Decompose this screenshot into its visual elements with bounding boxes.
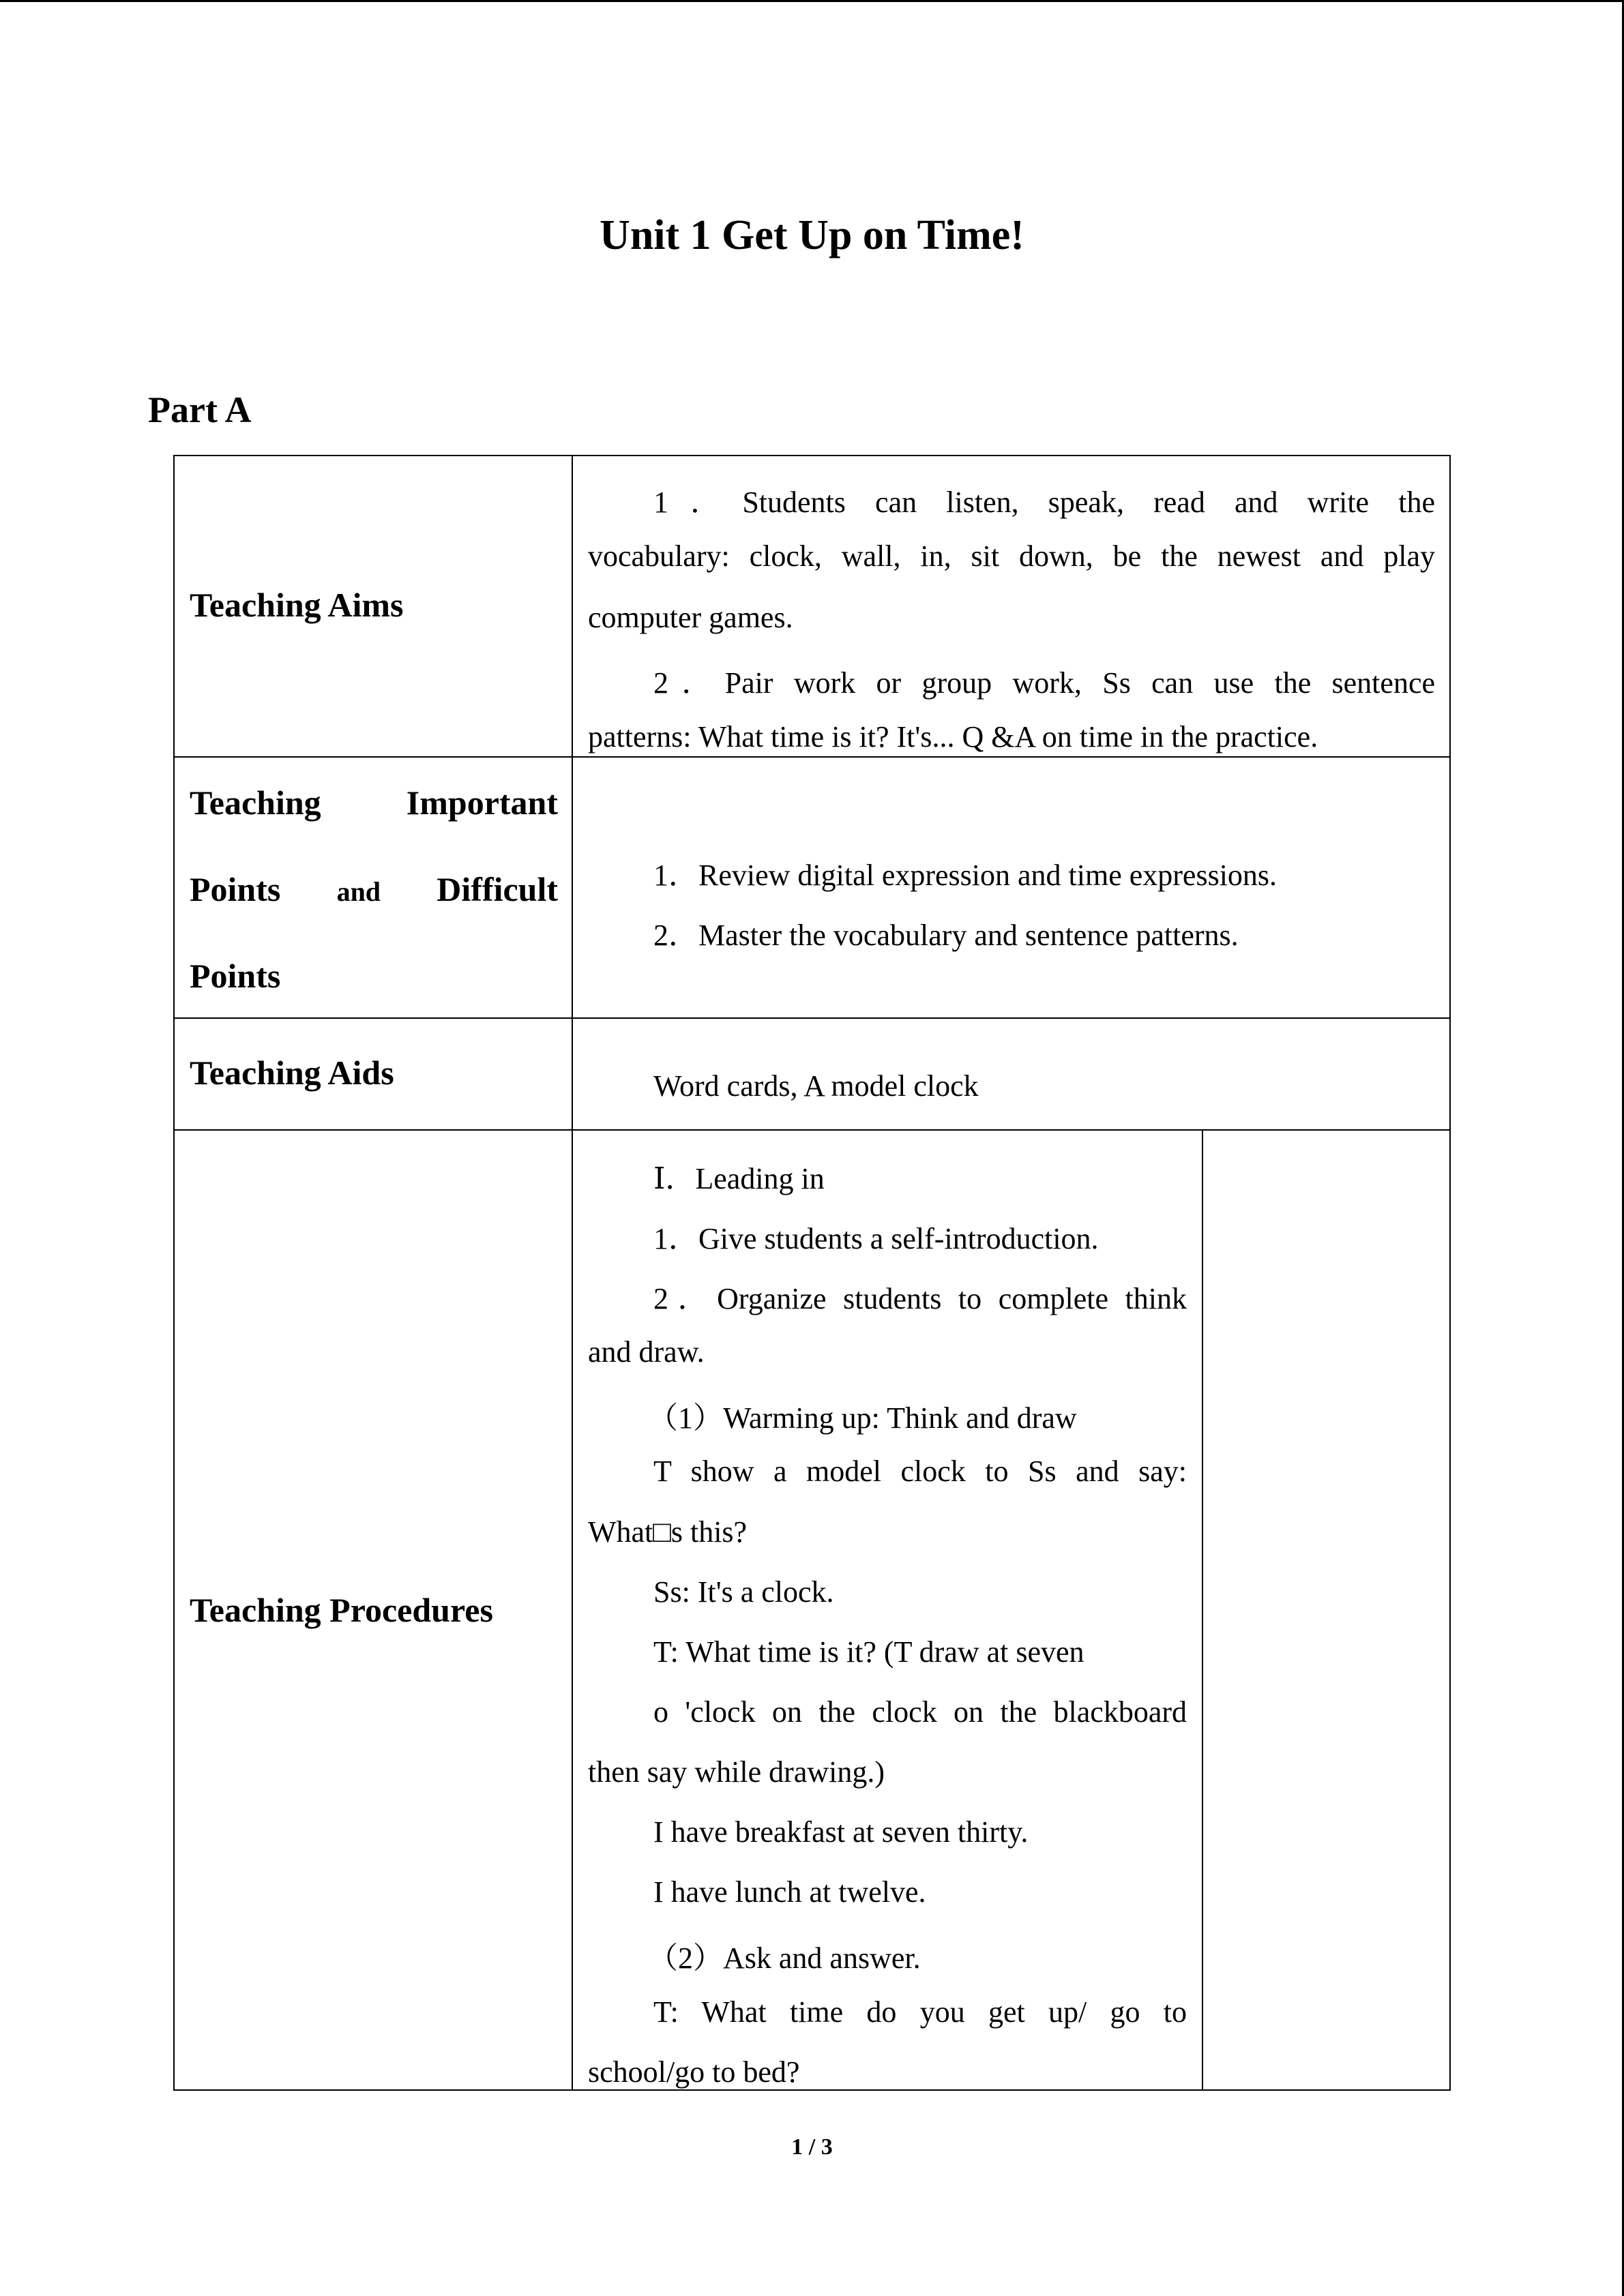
procedures-line-4: and draw. [588, 1335, 705, 1369]
procedures-line-11: then say while drawing.) [588, 1755, 885, 1789]
procedures-notes-cell [1202, 1129, 1451, 2091]
points-label-line-3: Points [190, 957, 281, 995]
points-line-1: 1．Review digital expression and time expressions. [653, 859, 1278, 892]
points-label-word-points: Points [190, 870, 281, 908]
procedures-line-2: 1．Give students a self-introduction. [653, 1222, 1099, 1255]
procedures-line-9: T: What time is it? (T draw at seven [653, 1635, 1084, 1669]
aims-line-3: computer games. [588, 601, 793, 634]
document-title: Unit 1 Get Up on Time! [600, 212, 1024, 258]
aims-line-2: vocabulary: clock, wall, in, sit down, be the newest and play [588, 539, 1435, 573]
procedures-label: Teaching Procedures [190, 1591, 493, 1629]
points-label-text: Teaching Important [190, 784, 558, 822]
aims-line-4: 2．Pair work or group work, Ss can use the sentence [653, 666, 1435, 700]
procedures-line-3: 2．Organize students to complete think [653, 1282, 1187, 1315]
points-label-line-2 [190, 869, 558, 909]
procedures-line-16: school/go to bed? [588, 2055, 800, 2089]
procedures-line-1: Ⅰ．Leading in [653, 1162, 825, 1195]
procedures-line-14: （2）Ask and answer. [648, 1941, 921, 1975]
procedures-line-10: o 'clock on the clock on the blackboard [653, 1695, 1187, 1729]
page-number: 1 / 3 [791, 2134, 833, 2160]
points-label-word-difficult: Difficult [437, 870, 558, 908]
aids-label: Teaching Aids [190, 1054, 394, 1092]
section-heading: Part A [148, 389, 252, 430]
procedures-line-5: （1）Warming up: Think and draw [648, 1401, 1077, 1435]
procedures-line-6: T show a model clock to Ss and say: [653, 1455, 1187, 1488]
procedures-line-12: I have breakfast at seven thirty. [653, 1815, 1029, 1849]
procedures-line-13: I have lunch at twelve. [653, 1875, 926, 1909]
aims-label: Teaching Aims [190, 586, 404, 624]
aids-text: Word cards, A model clock [653, 1069, 979, 1103]
procedures-line-8: Ss: It's a clock. [653, 1575, 834, 1609]
procedures-line-7: What□s this? [588, 1515, 748, 1549]
aims-line-1: 1．Students can listen, speak, read and write the [653, 486, 1435, 519]
aims-line-5: patterns: What time is it? It's... Q &A on time in the practice. [588, 720, 1318, 754]
procedures-line-15: T: What time do you get up/ go to [653, 1995, 1187, 2029]
points-line-2: 2．Master the vocabulary and sentence patterns. [653, 919, 1239, 952]
points-label-word-and: and [336, 876, 381, 907]
points-label-line-1 [190, 783, 558, 822]
